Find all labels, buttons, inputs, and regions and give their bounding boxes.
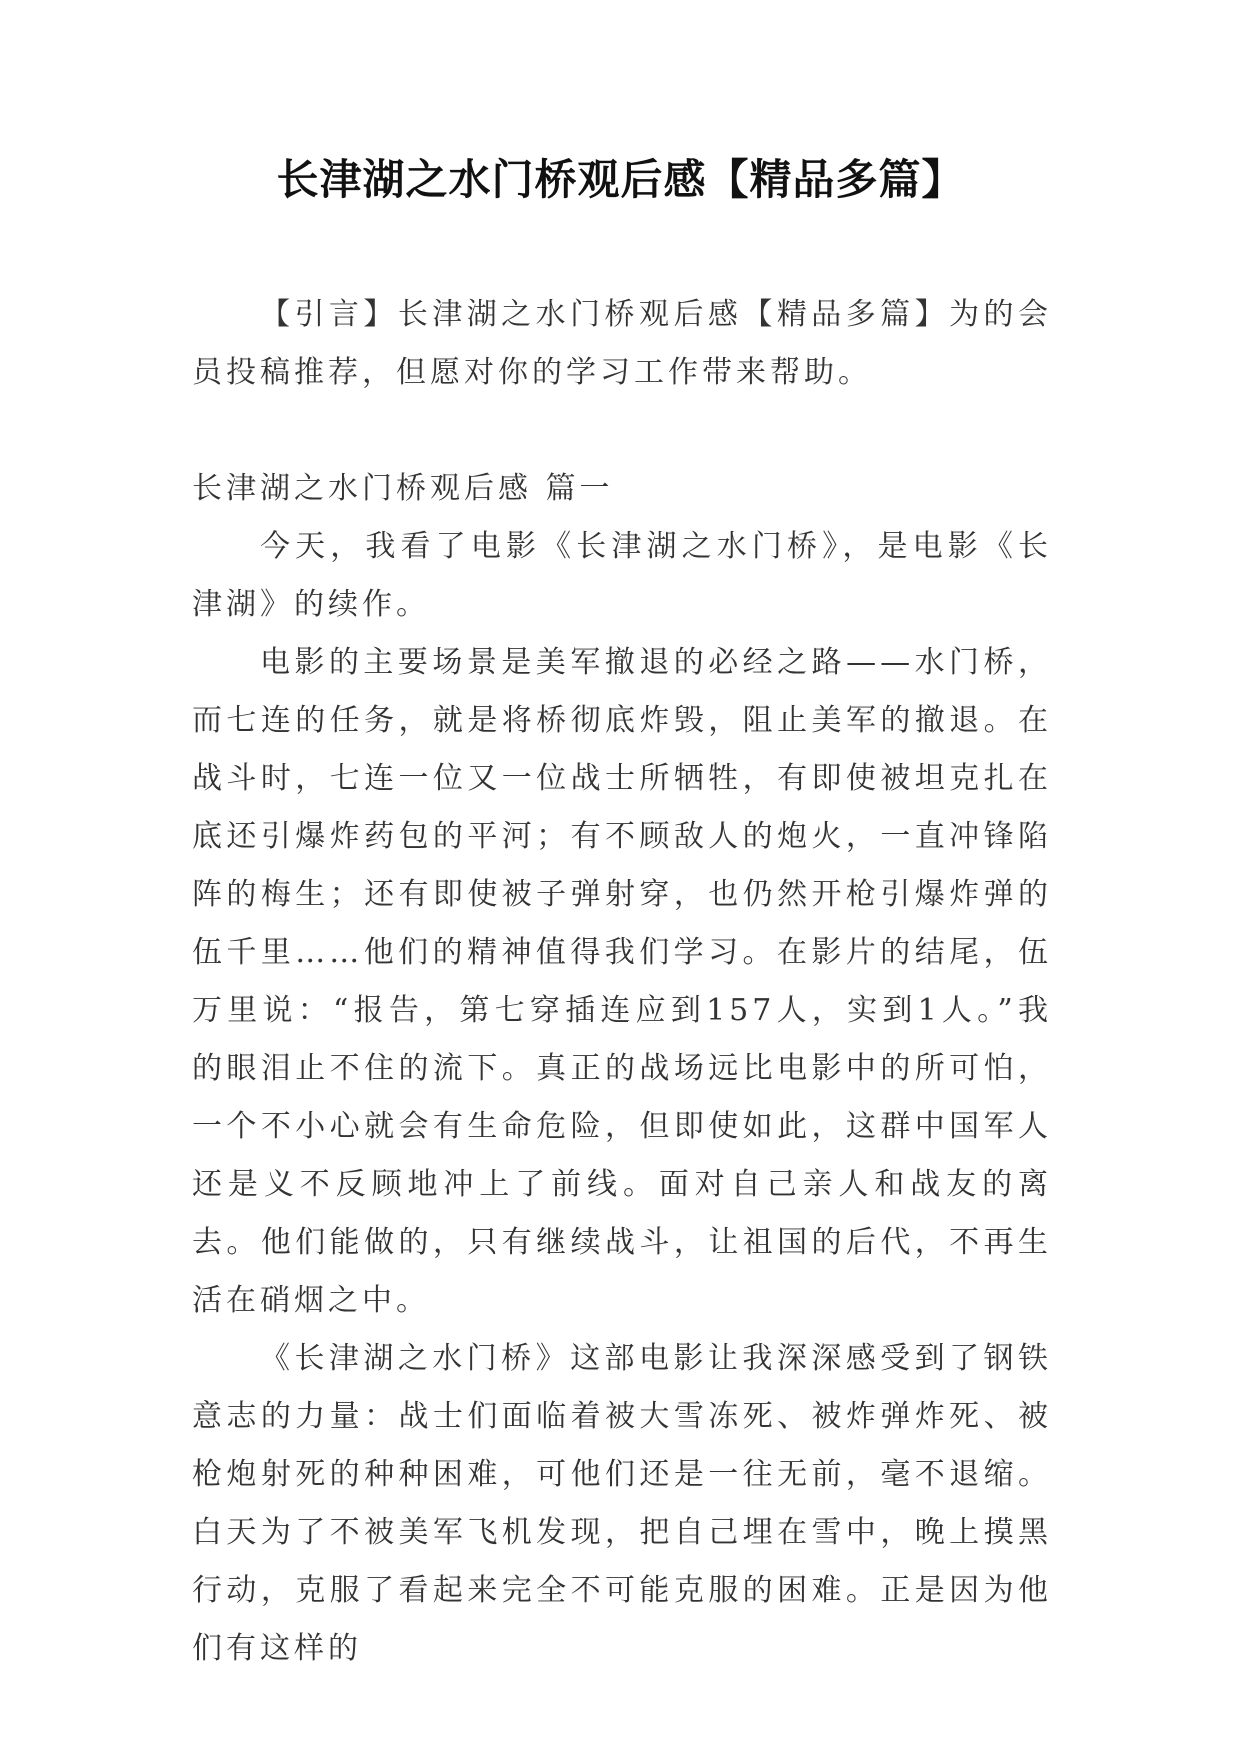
body-paragraph-3: 《长津湖之水门桥》这部电影让我深深感受到了钢铁意志的力量：战士们面临着被大雪冻死、被炸弹炸死、被枪炮射死的种种困难，可他们还是一往无前，毫不退缩。白天为了不被美军飞机发现，把自己埋在雪中，晚上摸黑行动，克服了看起来完全不可能克服的困难。正是因为他们有这样的 — [192, 1341, 1052, 1666]
body-paragraph-2: 电影的主要场景是美军撤退的必经之路——水门桥，而七连的任务，就是将桥彻底炸毁，阻止美军的撤退。在战斗时，七连一位又一位战士所牺牲，有即使被坦克扎在底还引爆炸药包的平河；有不顾敌人的炮火，一直冲锋陷阵的梅生；还有即使被子弹射穿，也仍然开枪引爆炸弹的伍千里……他们的精神值得我们学习。在影片的结尾，伍万里说：“报告，第七穿插连应到157人，实到1人。”我的眼泪止不住的流下。真正的战场远比电影中的所可怕，一个不小心就会有生命危险，但即使如此，这群中国军人还是义不反顾地冲上了前线。面对自己亲人和战友的离去。他们能做的，只有继续战斗，让祖国的后代，不再生活在硝烟之中。 — [192, 645, 1052, 1318]
intro-paragraph: 【引言】长津湖之水门桥观后感【精品多篇】为的会员投稿推荐，但愿对你的学习工作带来帮助。 — [192, 297, 1052, 390]
body-paragraph-1: 今天，我看了电影《长津湖之水门桥》，是电影《长津湖》的续作。 — [192, 529, 1052, 622]
document-title: 长津湖之水门桥观后感【精品多篇】 — [276, 155, 965, 204]
document-body — [192, 286, 1052, 1678]
section-heading: 长津湖之水门桥观后感 篇一 — [192, 471, 614, 506]
